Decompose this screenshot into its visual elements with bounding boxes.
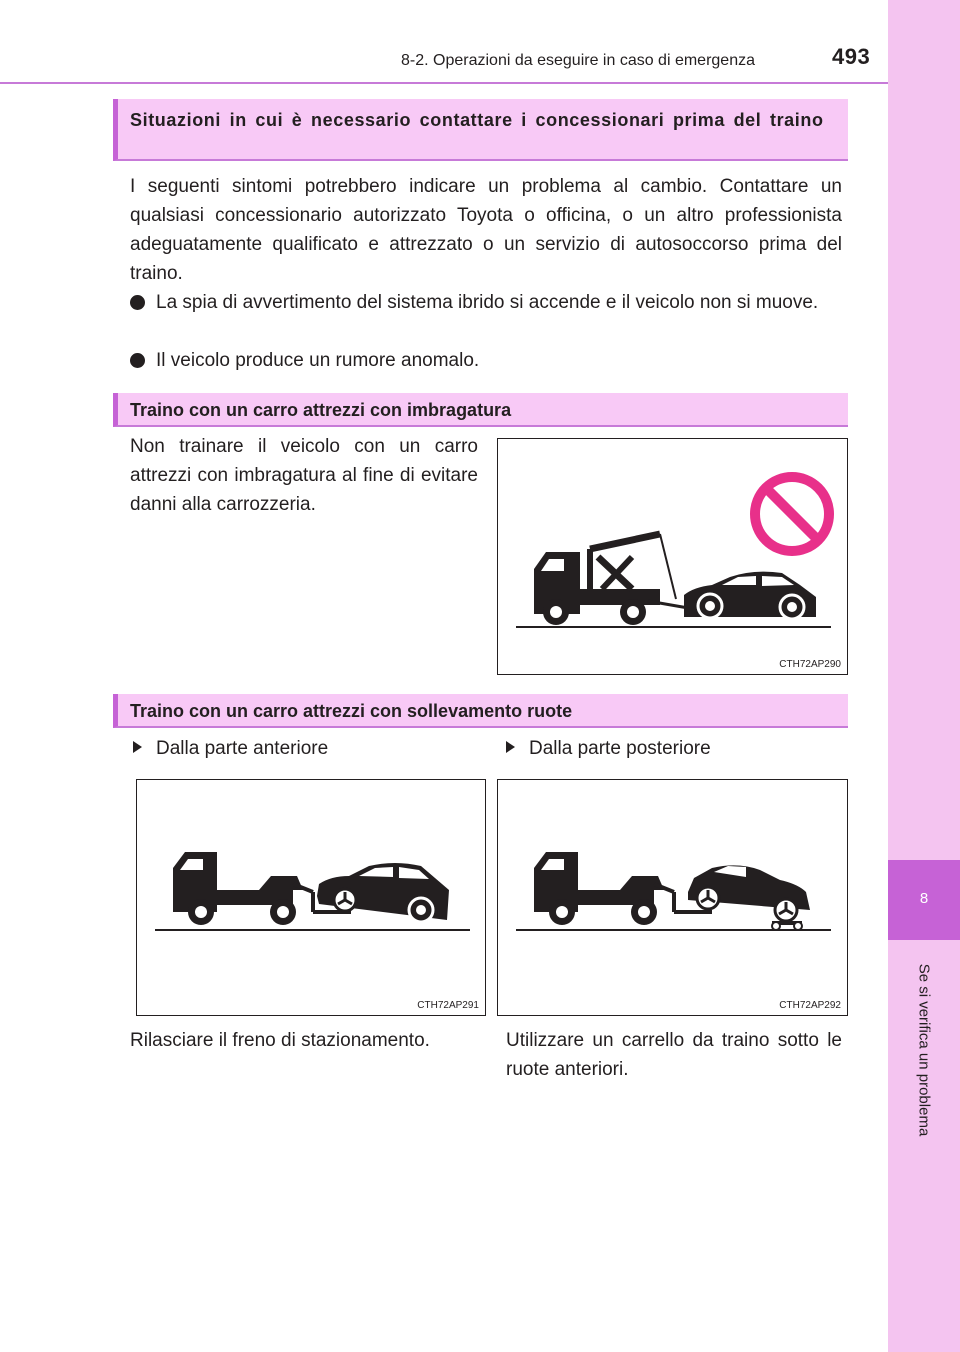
side-tab xyxy=(888,0,960,1352)
header-chapter-title: 8-2. Operazioni da eseguire in caso di emergenza xyxy=(401,52,755,69)
list-item xyxy=(130,346,842,375)
front-tow-caption: Rilasciare il freno di stazionamento. xyxy=(130,1030,430,1051)
front-tow-label-text: Dalla parte anteriore xyxy=(156,738,329,759)
list-item-text: La spia di avvertimento del sistema ibrido si accende e il veicolo non si muove. xyxy=(156,292,819,313)
rear-wheel-lift-illustration xyxy=(498,780,849,1017)
sling-tow-paragraph: Non trainare il veicolo con un carro attrezzi con imbragatura al fine di evitare danni alla carrozzeria. xyxy=(130,436,478,515)
sling-tow-figure xyxy=(497,438,848,675)
header-rule xyxy=(0,82,888,84)
figure-code: CTH72AP292 xyxy=(779,1000,841,1011)
front-wheel-lift-figure xyxy=(136,779,486,1016)
chapter-title-tab: Se si verifica un problema xyxy=(915,963,933,1137)
prohibition-sign-icon xyxy=(755,477,829,551)
figure-code: CTH72AP291 xyxy=(417,1000,479,1011)
front-wheel-lift-illustration xyxy=(137,780,487,1017)
section-heading-contact-dealer: Situazioni in cui è necessario contattare i concessionari prima del traino xyxy=(113,99,848,161)
bullet-icon xyxy=(130,353,145,368)
sling-tow-truck-illustration xyxy=(498,439,849,676)
figure-code: CTH72AP290 xyxy=(779,659,841,670)
rear-tow-label xyxy=(506,737,711,761)
rear-tow-caption: Utilizzare un carrello da traino sotto le ruote anteriori. xyxy=(506,1030,842,1080)
section-heading-wheel-lift: Traino con un carro attrezzi con sollevamento ruote xyxy=(113,694,848,728)
rear-tow-label-text: Dalla parte posteriore xyxy=(529,738,711,759)
list-item xyxy=(130,288,842,317)
section-heading-sling-tow: Traino con un carro attrezzi con imbragatura xyxy=(113,393,848,427)
rear-wheel-lift-figure xyxy=(497,779,848,1016)
front-tow-label xyxy=(133,737,328,761)
arrow-right-icon xyxy=(133,741,142,753)
arrow-right-icon xyxy=(506,741,515,753)
intro-paragraph: I seguenti sintomi potrebbero indicare un problema al cambio. Contattare un qualsiasi concessionario autorizzato Toyota o officina, o un altro professionista adeguatamente qualificato e attrezzato o un servizio di autosoccorso prima del traino. xyxy=(130,176,842,284)
chapter-number-tab: 8 xyxy=(888,860,960,940)
page-number: 493 xyxy=(832,44,871,69)
list-item-text: Il veicolo produce un rumore anomalo. xyxy=(156,350,480,371)
bullet-icon xyxy=(130,295,145,310)
